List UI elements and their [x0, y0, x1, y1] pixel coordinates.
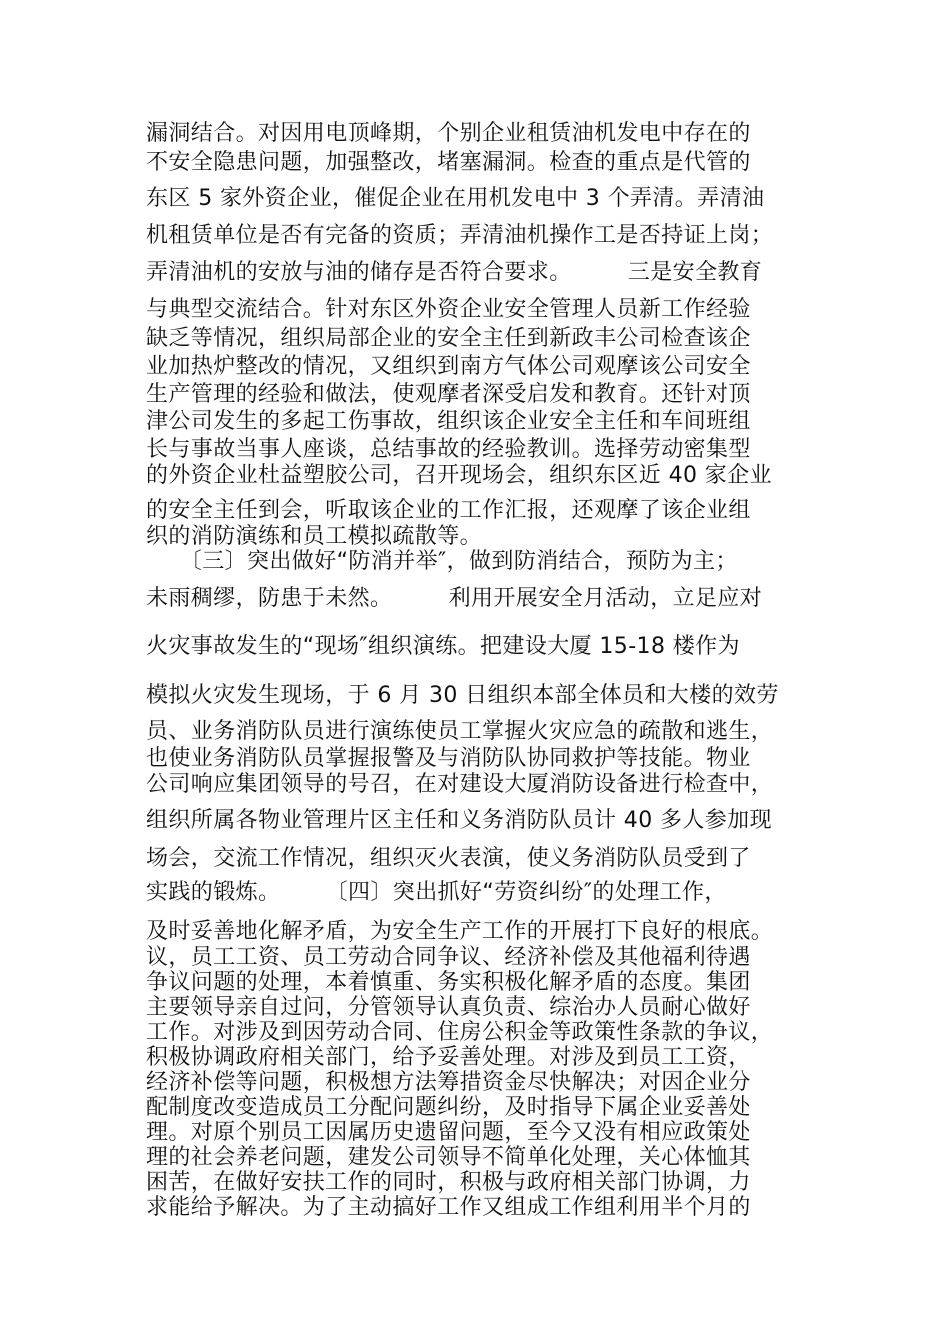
text-line: 组织所属各物业管理片区主任和义务消防队员计 40 多人参加现: [146, 808, 772, 833]
text-line: 津公司发生的多起工伤事故，组织该企业安全主任和车间班组: [146, 409, 751, 434]
text-line: 场会，交流工作情况，组织灭火表演，使义务消防队员受到了: [146, 846, 751, 871]
text-line: 也使业务消防队员掌握报警及与消防队协同救护等技能。物业: [146, 746, 751, 771]
text-line: 及时妥善地化解矛盾，为安全生产工作的开展打下良好的根底。: [146, 919, 774, 944]
text-line: 〔三〕突出做好“防消并举″，做到防消结合，预防为主；: [146, 549, 738, 574]
text-line: 缺乏等情况，组织局部企业的安全主任到新政丰公司检查该企: [146, 326, 751, 351]
text-line: 配制度改变造成员工分配问题纠纷，及时指导下属企业妥善处: [146, 1095, 751, 1120]
text-line: 理的社会养老问题，建发公司领导不简单化处理，关心体恤其: [146, 1145, 751, 1170]
text-line: 漏洞结合。对因用电顶峰期，个别企业租赁油机发电中存在的: [146, 121, 751, 146]
text-line: 争议问题的处理，本着慎重、务实积极化解矛盾的态度。集团: [146, 970, 751, 995]
text-line: 机租赁单位是否有完备的资质；弄清油机操作工是否持证上岗；: [146, 223, 774, 248]
text-line: 业加热炉整改的情况，又组织到南方气体公司观摩该公司安全: [146, 354, 751, 379]
text-line: 工作。对涉及到因劳动合同、住房公积金等政策性条款的争议，: [146, 1020, 774, 1045]
text-line: 火灾事故发生的“现场″组织演练。把建设大厦 15-18 楼作为: [146, 634, 740, 659]
text-line: 实践的锻炼。 〔四〕突出抓好“劳资纠纷″的处理工作，: [146, 880, 727, 905]
text-line: 员、业务消防队员进行演练使员工掌握火灾应急的疏散和逃生，: [146, 719, 774, 744]
text-line: 未雨稠缪，防患于未然。 利用开展安全月活动，立足应对: [146, 586, 763, 611]
text-line: 求能给予解决。为了主动搞好工作又组成工作组利用半个月的: [146, 1195, 751, 1220]
text-line: 经济补偿等问题，积极想方法筹措资金尽快解决；对因企业分: [146, 1070, 751, 1095]
text-line: 主要领导亲自过问，分管领导认真负责、综治办人员耐心做好: [146, 995, 751, 1020]
text-line: 的外资企业杜益塑胶公司，召开现场会，组织东区近 40 家企业: [146, 463, 772, 488]
text-line: 公司响应集团领导的号召，在对建设大厦消防设备进行检查中，: [146, 772, 774, 797]
text-line: 弄清油机的安放与油的储存是否符合要求。 三是安全教育: [146, 260, 763, 285]
text-line: 理。对原个别员工因属历史遗留问题，至今又没有相应政策处: [146, 1120, 751, 1145]
text-line: 困苦，在做好安扶工作的同时，积极与政府相关部门协调，力: [146, 1170, 751, 1195]
text-line: 与典型交流结合。针对东区外资企业安全管理人员新工作经验: [146, 297, 751, 322]
text-line: 织的消防演练和员工模拟疏散等。: [146, 524, 483, 549]
text-line: 生产管理的经验和做法，使观摩者深受启发和教育。还针对顶: [146, 382, 751, 407]
text-line: 东区 5 家外资企业，催促企业在用机发电中 3 个弄清。弄清油: [146, 186, 765, 211]
text-line: 的安全主任到会，听取该企业的工作汇报，还观摩了该企业组: [146, 498, 751, 523]
text-line: 议，员工工资、员工劳动合同争议、经济补偿及其他福利待遇: [146, 945, 751, 970]
text-line: 长与事故当事人座谈，总结事故的经验教训。选择劳动密集型: [146, 437, 751, 462]
text-line: 积极协调政府相关部门，给予妥善处理。对涉及到员工工资，: [146, 1045, 751, 1070]
text-line: 模拟火灾发生现场，于 6 月 30 日组织本部全体员和大楼的效劳: [146, 683, 779, 708]
text-line: 不安全隐患问题，加强整改，堵塞漏洞。检查的重点是代管的: [146, 150, 751, 175]
